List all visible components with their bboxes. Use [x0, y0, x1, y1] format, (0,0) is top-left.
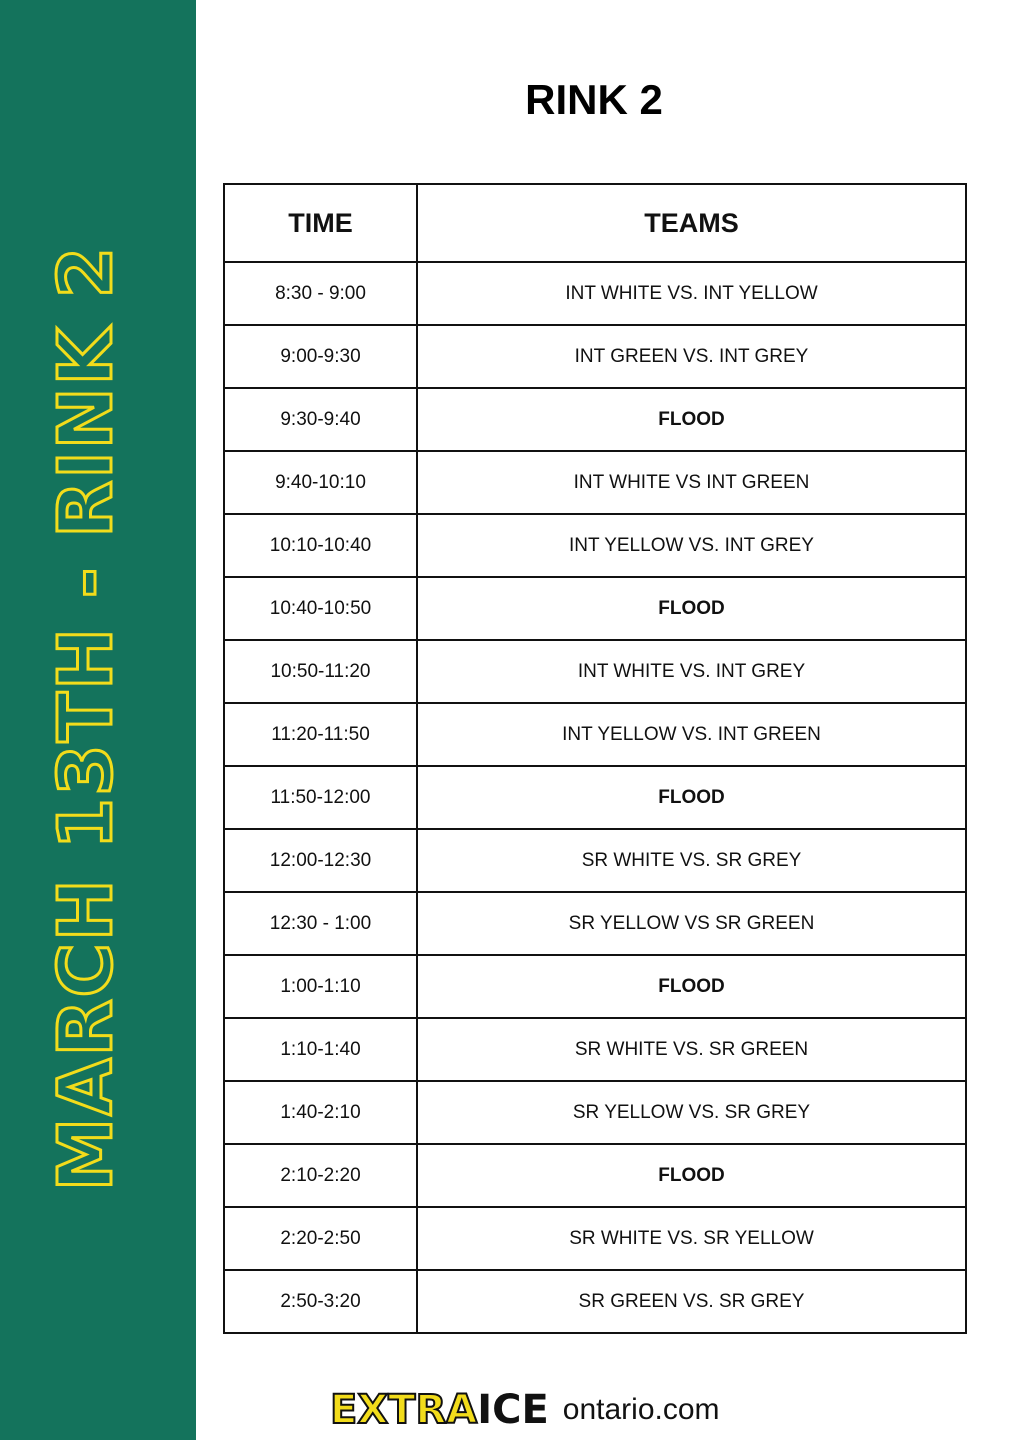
time-cell: 1:10-1:40 [224, 1018, 417, 1081]
flood-cell: FLOOD [417, 766, 966, 829]
teams-cell: SR WHITE VS. SR YELLOW [417, 1207, 966, 1270]
teams-cell: SR YELLOW VS SR GREEN [417, 892, 966, 955]
time-cell: 1:40-2:10 [224, 1081, 417, 1144]
teams-cell: SR WHITE VS. SR GREY [417, 829, 966, 892]
time-cell: 9:00-9:30 [224, 325, 417, 388]
logo-ex: EX [330, 1387, 389, 1433]
time-cell: 10:50-11:20 [224, 640, 417, 703]
flood-cell: FLOOD [417, 955, 966, 1018]
flood-cell: FLOOD [417, 1144, 966, 1207]
table-row [224, 1207, 966, 1270]
table-row [224, 262, 966, 325]
flood-cell: FLOOD [417, 577, 966, 640]
time-cell: 2:50-3:20 [224, 1270, 417, 1333]
schedule-body [224, 262, 966, 1333]
time-cell: 2:20-2:50 [224, 1207, 417, 1270]
table-row [224, 325, 966, 388]
teams-cell: SR WHITE VS. SR GREEN [417, 1018, 966, 1081]
time-cell: 2:10-2:20 [224, 1144, 417, 1207]
teams-cell: INT WHITE VS. INT YELLOW [417, 262, 966, 325]
table-row [224, 892, 966, 955]
table-row [224, 577, 966, 640]
table-row [224, 1144, 966, 1207]
table-row [224, 766, 966, 829]
table-row [224, 1270, 966, 1333]
table-row [224, 640, 966, 703]
footer-domain: ontario.com [562, 1393, 720, 1426]
logo-ice: ICE [477, 1387, 549, 1433]
page-title: RINK 2 [525, 76, 663, 123]
time-cell: 9:30-9:40 [224, 388, 417, 451]
time-cell: 11:20-11:50 [224, 703, 417, 766]
teams-cell: SR YELLOW VS. SR GREY [417, 1081, 966, 1144]
table-row [224, 451, 966, 514]
sidebar-banner [0, 0, 196, 1440]
time-cell: 9:40-10:10 [224, 451, 417, 514]
time-cell: 8:30 - 9:00 [224, 262, 417, 325]
table-row [224, 1018, 966, 1081]
teams-cell: INT GREEN VS. INT GREY [417, 325, 966, 388]
table-header-row [224, 184, 966, 262]
teams-cell: INT YELLOW VS. INT GREEN [417, 703, 966, 766]
logo-tra: TRA [388, 1387, 478, 1433]
teams-cell: SR GREEN VS. SR GREY [417, 1270, 966, 1333]
time-cell: 12:00-12:30 [224, 829, 417, 892]
header-teams: TEAMS [417, 184, 966, 262]
teams-cell: INT YELLOW VS. INT GREY [417, 514, 966, 577]
table-row [224, 703, 966, 766]
teams-cell: INT WHITE VS. INT GREY [417, 640, 966, 703]
time-cell: 10:40-10:50 [224, 577, 417, 640]
footer-brand [330, 1387, 720, 1433]
schedule-table [223, 183, 967, 1334]
header-time: TIME [224, 184, 417, 262]
extraice-logo [330, 1387, 549, 1433]
sidebar-title: MARCH 13TH - RINK 2 [43, 244, 129, 1192]
table-row [224, 955, 966, 1018]
table-row [224, 829, 966, 892]
time-cell: 12:30 - 1:00 [224, 892, 417, 955]
time-cell: 1:00-1:10 [224, 955, 417, 1018]
table-row [224, 514, 966, 577]
time-cell: 11:50-12:00 [224, 766, 417, 829]
teams-cell: INT WHITE VS INT GREEN [417, 451, 966, 514]
table-row [224, 388, 966, 451]
time-cell: 10:10-10:40 [224, 514, 417, 577]
table-row [224, 1081, 966, 1144]
flood-cell: FLOOD [417, 388, 966, 451]
